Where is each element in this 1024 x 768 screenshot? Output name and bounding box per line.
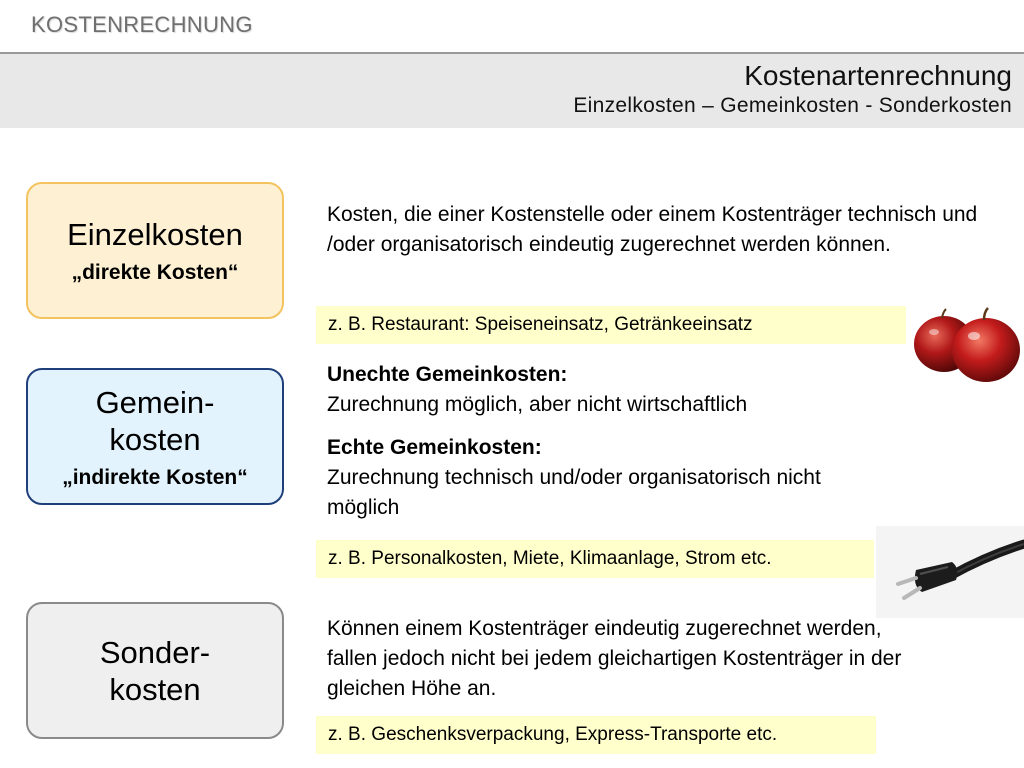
- gemeinkosten-title-line1: Gemein-: [95, 384, 215, 420]
- sonderkosten-title-line1: Sonder-: [99, 634, 211, 670]
- einzelkosten-example: z. B. Restaurant: Speiseneinsatz, Getränkeeinsatz: [316, 306, 906, 344]
- gemeinkosten-example: z. B. Personalkosten, Miete, Klimaanlage, Strom etc.: [316, 540, 874, 578]
- echte-gemeinkosten: [327, 433, 887, 523]
- echte-gemeinkosten-heading: Echte Gemeinkosten:: [327, 436, 542, 459]
- power-plug-image: [876, 526, 1024, 618]
- section-title: KOSTENRECHNUNG: [31, 12, 253, 37]
- slide-subtitle: Einzelkosten – Gemeinkosten - Sonderkosten: [573, 94, 1012, 117]
- einzelkosten-box: [26, 182, 284, 319]
- unechte-gemeinkosten-text: Zurechnung möglich, aber nicht wirtschaftlich: [327, 393, 748, 416]
- unechte-gemeinkosten: [327, 360, 887, 420]
- apples-image: [912, 306, 1022, 386]
- gemeinkosten-title-line2: kosten: [109, 421, 201, 457]
- sonderkosten-title-line2: kosten: [109, 671, 201, 707]
- gemeinkosten-box: [26, 368, 284, 505]
- sonderkosten-description: Können einem Kostenträger eindeutig zugerechnet werden, fallen jedoch nicht bei jedem gleichartigen Kostenträger in der gleichen Höhe an.: [327, 617, 902, 700]
- einzelkosten-title: Einzelkosten: [67, 217, 243, 252]
- sonderkosten-example: z. B. Geschenksverpackung, Express-Transporte etc.: [316, 716, 876, 754]
- sonderkosten-box: [26, 602, 284, 739]
- gemeinkosten-subtitle: „indirekte Kosten“: [62, 465, 248, 489]
- slide-header: [0, 54, 1024, 128]
- echte-gemeinkosten-text: Zurechnung technisch und/oder organisatorisch nicht möglich: [327, 466, 821, 519]
- unechte-gemeinkosten-heading: Unechte Gemeinkosten:: [327, 363, 568, 386]
- einzelkosten-subtitle: „direkte Kosten“: [71, 261, 239, 284]
- slide-title: Kostenartenrechnung: [744, 60, 1012, 91]
- einzelkosten-description: Kosten, die einer Kostenstelle oder einem Kostenträger technisch und /oder organisatorisch eindeutig zugerechnet werden können.: [327, 203, 978, 256]
